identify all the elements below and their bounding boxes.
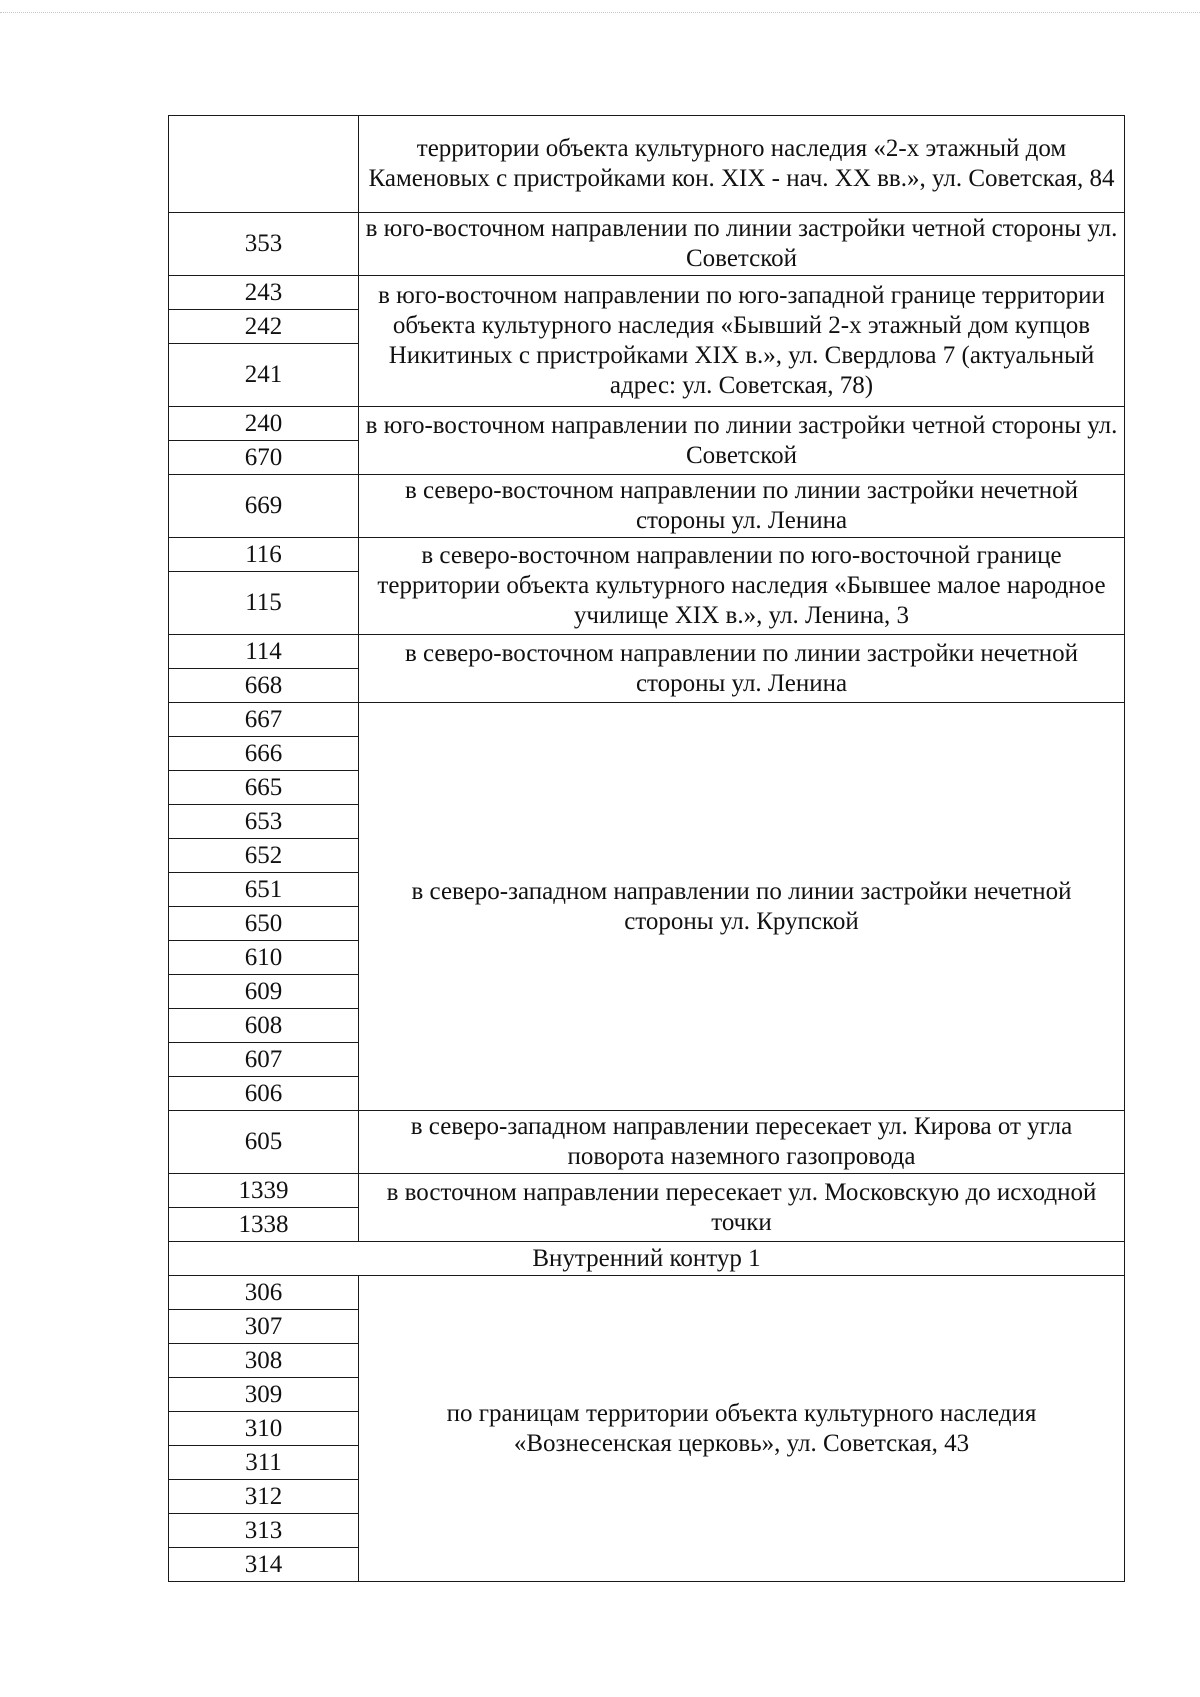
point-number-cell: 609 [169, 975, 359, 1009]
table-row [169, 276, 1125, 310]
point-number-cell: 116 [169, 538, 359, 572]
scan-top-edge [0, 12, 1200, 13]
description-cell: в юго-восточном направлении по линии застройки четной стороны ул. Советской [359, 407, 1125, 475]
point-number-cell: 1339 [169, 1174, 359, 1208]
description-cell: территории объекта культурного наследия «2-х этажный дом Каменовых с пристройками кон. XIX - нач. XX вв.», ул. Советская, 84 [359, 116, 1125, 213]
point-number-cell: 607 [169, 1043, 359, 1077]
point-number-cell: 114 [169, 635, 359, 669]
table-row [169, 407, 1125, 441]
point-number-cell: 240 [169, 407, 359, 441]
point-number-cell: 241 [169, 344, 359, 407]
point-number-cell: 314 [169, 1548, 359, 1582]
point-number-cell: 306 [169, 1276, 359, 1310]
table-row [169, 1111, 1125, 1174]
description-cell: в северо-западном направлении по линии застройки нечетной стороны ул. Крупской [359, 703, 1125, 1111]
point-number-cell: 669 [169, 475, 359, 538]
point-number-cell: 242 [169, 310, 359, 344]
table-row [169, 703, 1125, 737]
point-number-cell [169, 116, 359, 213]
point-number-cell: 670 [169, 441, 359, 475]
table-row [169, 213, 1125, 276]
description-cell: в юго-восточном направлении по линии застройки четной стороны ул. Советской [359, 213, 1125, 276]
point-number-cell: 608 [169, 1009, 359, 1043]
point-number-cell: 668 [169, 669, 359, 703]
table-row [169, 1174, 1125, 1208]
table-row [169, 116, 1125, 213]
section-header-row [169, 1242, 1125, 1276]
point-number-cell: 650 [169, 907, 359, 941]
point-number-cell: 243 [169, 276, 359, 310]
point-number-cell: 665 [169, 771, 359, 805]
description-cell: в восточном направлении пересекает ул. Московскую до исходной точки [359, 1174, 1125, 1242]
point-number-cell: 1338 [169, 1208, 359, 1242]
description-cell: в северо-восточном направлении по линии застройки нечетной стороны ул. Ленина [359, 635, 1125, 703]
point-number-cell: 311 [169, 1446, 359, 1480]
point-number-cell: 312 [169, 1480, 359, 1514]
boundary-description-table [168, 115, 1125, 1582]
description-cell: в северо-восточном направлении по линии застройки нечетной стороны ул. Ленина [359, 475, 1125, 538]
point-number-cell: 610 [169, 941, 359, 975]
point-number-cell: 651 [169, 873, 359, 907]
point-number-cell: 313 [169, 1514, 359, 1548]
point-number-cell: 666 [169, 737, 359, 771]
description-cell: в юго-восточном направлении по юго-западной границе территории объекта культурного наследия «Бывший 2-х этажный дом купцов Никитиных с пристройками XIX в.», ул. Свердлова 7 (актуальный адрес: ул. Советская, 78) [359, 276, 1125, 407]
point-number-cell: 310 [169, 1412, 359, 1446]
point-number-cell: 115 [169, 572, 359, 635]
point-number-cell: 309 [169, 1378, 359, 1412]
description-cell: в северо-восточном направлении по юго-восточной границе территории объекта культурного наследия «Бывшее малое народное училище XIX в.», ул. Ленина, 3 [359, 538, 1125, 635]
point-number-cell: 653 [169, 805, 359, 839]
point-number-cell: 606 [169, 1077, 359, 1111]
point-number-cell: 667 [169, 703, 359, 737]
table-row [169, 1276, 1125, 1310]
point-number-cell: 353 [169, 213, 359, 276]
table-row [169, 635, 1125, 669]
point-number-cell: 652 [169, 839, 359, 873]
document-page [168, 115, 1124, 1582]
section-header: Внутренний контур 1 [169, 1242, 1125, 1276]
point-number-cell: 307 [169, 1310, 359, 1344]
point-number-cell: 605 [169, 1111, 359, 1174]
description-cell: в северо-западном направлении пересекает ул. Кирова от угла поворота наземного газопровода [359, 1111, 1125, 1174]
table-row [169, 475, 1125, 538]
description-cell: по границам территории объекта культурного наследия «Вознесенская церковь», ул. Советская, 43 [359, 1276, 1125, 1582]
table-row [169, 538, 1125, 572]
point-number-cell: 308 [169, 1344, 359, 1378]
